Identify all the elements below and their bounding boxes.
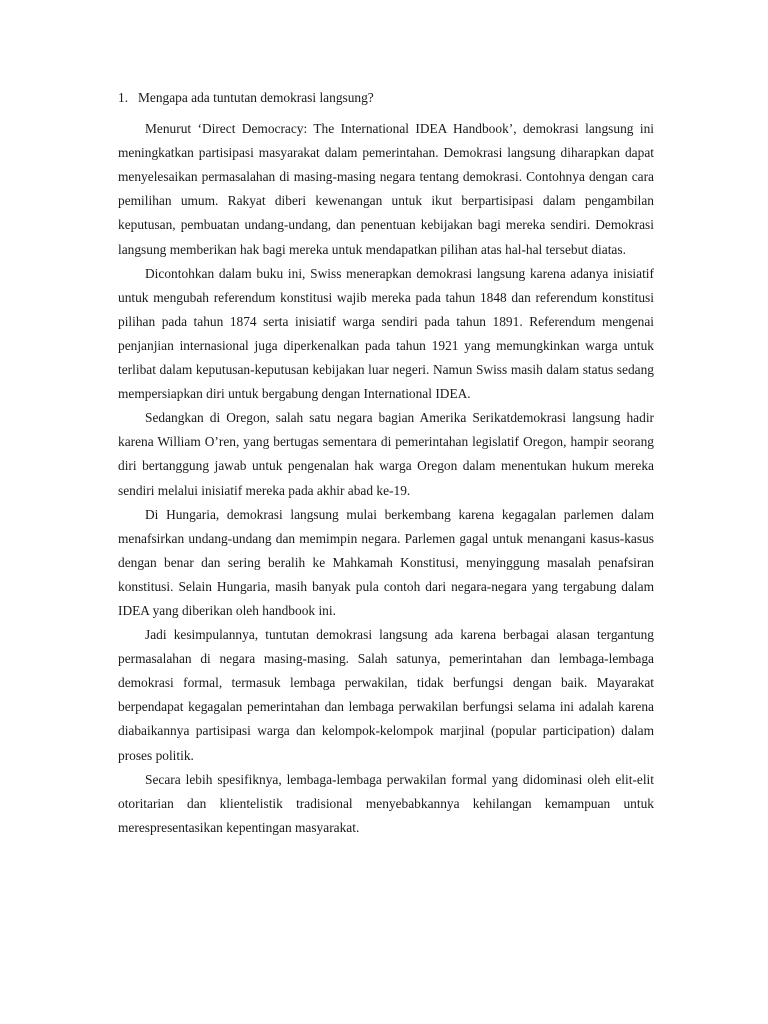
paragraph-idea-handbook: Menurut ‘Direct Democracy: The International IDEA Handbook’, demokrasi langsung ini meningkatkan partisipasi masyarakat dalam pemerintahan. Demokrasi langsung diharapkan dapat menyelesaikan permasalahan di masing-masing negara tentang demokrasi. Contohnya dengan cara pemilihan umum. Rakyat diberi kewenangan untuk ikut berpartisipasi dalam pengambilan keputusan, pembuatan undang-undang, dan penentuan kebijakan bagi mereka sendiri. Demokrasi langsung memberikan hak bagi mereka untuk mendapatkan pilihan atas hal-hal tersebut diatas. xyxy=(118,121,654,257)
paragraph-hungary: Di Hungaria, demokrasi langsung mulai berkembang karena kegagalan parlemen dalam menafsirkan undang-undang dan memimpin negara. Parlemen gagal untuk menangani kasus-kasus dengan benar dan sering beralih ke Mahkamah Konstitusi, menyinggung masalah penafsiran konstitusi. Selain Hungaria, masih banyak pula contoh dari negara-negara yang tergabung dalam IDEA yang diberikan oleh handbook ini. xyxy=(118,506,654,618)
question-heading xyxy=(118,86,654,110)
paragraph-conclusion: Jadi kesimpulannya, tuntutan demokrasi langsung ada karena berbagai alasan tergantung permasalahan di negara masing-masing. Salah satunya, pemerintahan dan lembaga-lembaga demokrasi formal, termasuk lembaga perwakilan, tidak berfungsi dengan baik. Mayarakat berpendapat kegagalan pemerintahan dan lembaga perwakilan berfungsi selama ini adalah karena diabaikannya partisipasi warga dan kelompok-kelompok marjinal (popular participation) dalam proses politik. xyxy=(118,627,654,763)
question-number: 1. xyxy=(118,90,129,105)
paragraph-specific: Secara lebih spesifiknya, lembaga-lembaga perwakilan formal yang didominasi oleh elit-elit otoritarian dan klientelistik tradisional menyebabkannya kehilangan kemampuan untuk merespresentasikan kepentingan masyarakat. xyxy=(118,771,654,835)
paragraph-oregon: Sedangkan di Oregon, salah satu negara bagian Amerika Serikatdemokrasi langsung hadir karena William O’ren, yang bertugas sementara di pemerintahan legislatif Oregon, hampir seorang diri bertanggung jawab untuk pengenalan hak warga Oregon dalam menentukan hukum mereka sendiri melalui inisiatif mereka pada akhir abad ke-19. xyxy=(118,410,654,498)
question-text: Mengapa ada tuntutan demokrasi langsung? xyxy=(138,90,374,105)
paragraph-swiss: Dicontohkan dalam buku ini, Swiss menerapkan demokrasi langsung karena adanya inisiatif untuk mengubah referendum konstitusi wajib mereka pada tahun 1848 dan referendum konstitusi pilihan pada tahun 1874 serta inisiatif warga sendiri pada tahun 1891. Referendum mengenai penjanjian internasional juga diperkenalkan pada tahun 1921 yang memungkinkan warga untuk terlibat dalam keputusan-keputusan kebijakan luar negeri. Namun Swiss masih dalam status sedang mempersiapkan diri untuk bergabung dengan International IDEA. xyxy=(118,265,654,402)
document-body xyxy=(118,86,654,840)
